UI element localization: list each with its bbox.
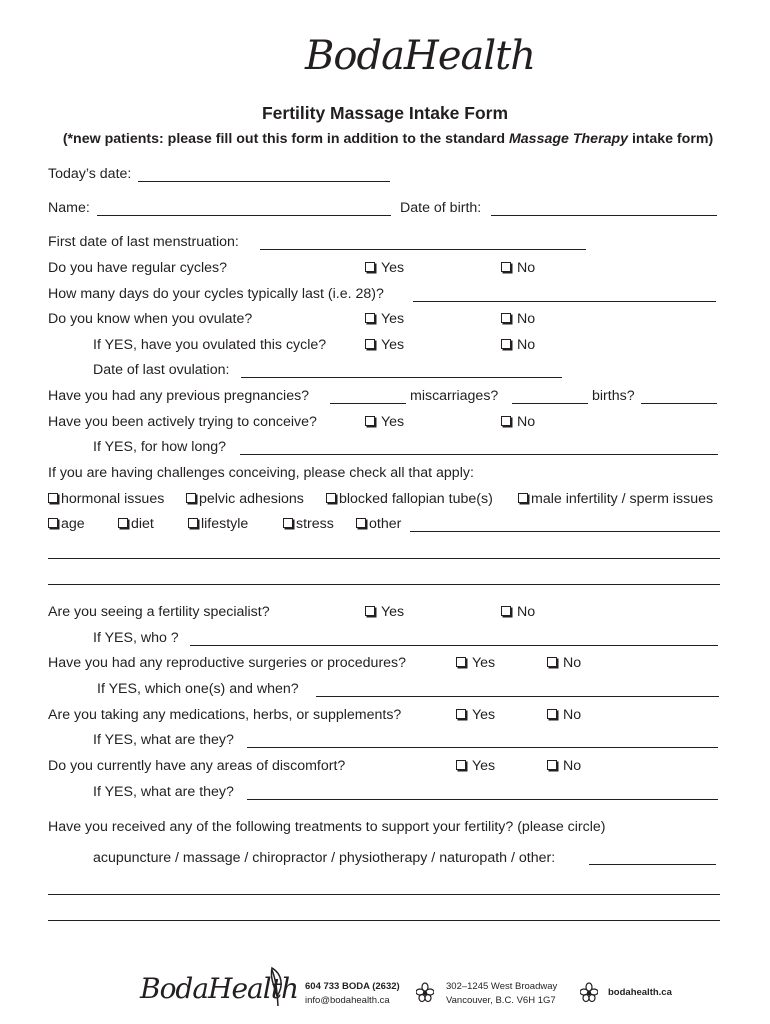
challenge-stress[interactable] [283, 516, 334, 532]
flower-icon [416, 982, 434, 1006]
ovulated-cycle-label: If YES, have you ovulated this cycle? [93, 337, 327, 353]
pregnancies-label: Have you had any previous pregnancies? [48, 388, 310, 404]
regular-cycles-label: Do you have regular cycles? [48, 260, 228, 276]
footer-address1: 302–1245 West Broadway [446, 981, 558, 992]
checkbox-icon[interactable] [501, 606, 511, 616]
name-label: Name: [48, 200, 90, 216]
checkbox-icon[interactable] [501, 416, 511, 426]
which-when-label: If YES, which one(s) and when? [97, 681, 299, 697]
medications-what-label: If YES, what are they? [93, 732, 234, 748]
checkbox-icon[interactable] [365, 339, 375, 349]
checkbox-icon[interactable] [186, 493, 196, 503]
blank-line[interactable] [48, 558, 720, 559]
cycle-days-label: How many days do your cycles typically last (i.e. 28)? [48, 286, 384, 302]
challenge-pelvic[interactable] [186, 491, 304, 507]
challenge-fallopian-label: blocked fallopian tube(s) [339, 491, 493, 507]
miscarriages-label: miscarriages? [410, 388, 499, 404]
specialist-label: Are you seeing a fertility specialist? [48, 604, 270, 620]
footer-phone: 604 733 BODA (2632) [305, 981, 400, 992]
how-long-label: If YES, for how long? [93, 439, 227, 455]
blank-line[interactable] [48, 920, 720, 921]
checkbox-icon[interactable] [283, 518, 293, 528]
first-date-line[interactable] [260, 249, 586, 250]
surgeries-no[interactable] [547, 655, 581, 671]
checkbox-icon[interactable] [501, 339, 511, 349]
footer-email[interactable]: info@bodahealth.ca [305, 995, 390, 1006]
conceive-no[interactable] [501, 414, 535, 430]
medications-yes[interactable] [456, 707, 495, 723]
births-label: births? [592, 388, 635, 404]
surgeries-label: Have you had any reproductive surgeries or procedures? [48, 655, 407, 671]
checkbox-icon[interactable] [365, 606, 375, 616]
last-ovulation-line[interactable] [241, 377, 562, 378]
todays-date-label: Today’s date: [48, 166, 132, 182]
ovulated-cycle-no[interactable] [501, 337, 535, 353]
challenge-hormonal-label: hormonal issues [61, 491, 165, 507]
challenge-lifestyle-label: lifestyle [201, 516, 249, 532]
footer-website[interactable]: bodahealth.ca [608, 987, 672, 998]
how-long-line[interactable] [240, 454, 718, 455]
no-label: No [517, 604, 536, 620]
treatments-label: Have you received any of the following treatments to support your fertility? (please circle) [48, 819, 606, 835]
blank-line[interactable] [48, 894, 720, 895]
regular-cycles-no[interactable] [501, 260, 535, 276]
no-label: No [563, 707, 582, 723]
challenge-age[interactable] [48, 516, 85, 532]
checkbox-icon[interactable] [365, 262, 375, 272]
challenge-lifestyle[interactable] [188, 516, 248, 532]
checkbox-icon[interactable] [365, 416, 375, 426]
checkbox-icon[interactable] [456, 760, 466, 770]
who-label: If YES, who ? [93, 630, 179, 646]
checkbox-icon[interactable] [547, 657, 557, 667]
checkbox-icon[interactable] [48, 493, 58, 503]
ovulate-label: Do you know when you ovulate? [48, 311, 253, 327]
conceive-label: Have you been actively trying to conceive? [48, 414, 317, 430]
first-date-label: First date of last menstruation: [48, 234, 239, 250]
checkbox-icon[interactable] [365, 313, 375, 323]
challenge-pelvic-label: pelvic adhesions [199, 491, 304, 507]
discomfort-what-line[interactable] [247, 799, 718, 800]
medications-label: Are you taking any medications, herbs, or supplements? [48, 707, 402, 723]
discomfort-yes[interactable] [456, 758, 495, 774]
ovulated-cycle-yes[interactable] [365, 337, 404, 353]
todays-date-line[interactable] [138, 181, 390, 182]
discomfort-what-label: If YES, what are they? [93, 784, 234, 800]
checkbox-icon[interactable] [48, 518, 58, 528]
surgeries-yes[interactable] [456, 655, 495, 671]
footer-logo: BodaHealth [140, 972, 298, 1005]
footer-address2: Vancouver, B.C. V6H 1G7 [446, 995, 556, 1006]
challenge-hormonal[interactable] [48, 491, 164, 507]
checkbox-icon[interactable] [456, 709, 466, 719]
no-label: No [517, 337, 536, 353]
treatment-options: acupuncture / massage / chiropractor / physiotherapy / naturopath / other: [93, 850, 556, 866]
challenge-male-label: male infertility / sperm issues [531, 491, 714, 507]
yes-label: Yes [472, 655, 496, 671]
form-title: Fertility Massage Intake Form [261, 103, 509, 123]
cycle-days-line[interactable] [413, 301, 716, 302]
challenge-age-label: age [61, 516, 85, 532]
dob-label: Date of birth: [400, 200, 482, 216]
checkbox-icon[interactable] [456, 657, 466, 667]
births-line[interactable] [641, 403, 717, 404]
miscarriages-line[interactable] [512, 403, 588, 404]
challenge-other-line[interactable] [410, 531, 720, 532]
checkbox-icon[interactable] [518, 493, 528, 503]
checkbox-icon[interactable] [118, 518, 128, 528]
form-subtitle [0, 131, 770, 147]
conceive-yes[interactable] [365, 414, 404, 430]
no-label: No [563, 758, 582, 774]
header-logo: BodaHealth [305, 33, 535, 79]
blank-line[interactable] [48, 584, 720, 585]
medications-what-line[interactable] [247, 747, 718, 748]
challenges-label: If you are having challenges conceiving, please check all that apply: [48, 465, 474, 481]
yes-label: Yes [381, 604, 405, 620]
checkbox-icon[interactable] [501, 313, 511, 323]
no-label: No [563, 655, 582, 671]
yes-label: Yes [472, 758, 496, 774]
ovulate-no[interactable] [501, 311, 535, 327]
no-label: No [517, 260, 536, 276]
challenge-other-label: other [369, 516, 402, 532]
no-label: No [517, 414, 536, 430]
challenge-stress-label: stress [296, 516, 334, 532]
specialist-yes[interactable] [365, 604, 404, 620]
subtitle-pre: (*new patients: please fill out this form in addition to the standard [62, 131, 509, 147]
checkbox-icon[interactable] [547, 709, 557, 719]
pregnancies-line[interactable] [330, 403, 406, 404]
subtitle-post: intake form) [628, 131, 714, 147]
who-line[interactable] [190, 645, 718, 646]
yes-label: Yes [381, 337, 405, 353]
checkbox-icon[interactable] [188, 518, 198, 528]
checkbox-icon[interactable] [501, 262, 511, 272]
last-ovulation-label: Date of last ovulation: [93, 362, 230, 378]
subtitle-em: Massage Therapy [508, 131, 629, 147]
checkbox-icon[interactable] [547, 760, 557, 770]
discomfort-no[interactable] [547, 758, 581, 774]
checkbox-icon[interactable] [356, 518, 366, 528]
regular-cycles-yes[interactable] [365, 260, 404, 276]
challenge-fallopian[interactable] [326, 491, 493, 507]
challenge-diet[interactable] [118, 516, 154, 532]
no-label: No [517, 311, 536, 327]
yes-label: Yes [381, 260, 405, 276]
yes-label: Yes [472, 707, 496, 723]
challenge-other[interactable] [356, 516, 401, 532]
dob-line[interactable] [491, 215, 717, 216]
challenge-male[interactable] [518, 491, 713, 507]
leaf-icon [266, 966, 288, 1008]
medications-no[interactable] [547, 707, 581, 723]
treatment-other-line[interactable] [589, 864, 716, 865]
which-when-line[interactable] [316, 696, 719, 697]
checkbox-icon[interactable] [326, 493, 336, 503]
yes-label: Yes [381, 311, 405, 327]
name-line[interactable] [97, 215, 391, 216]
flower-icon [580, 982, 598, 1006]
challenge-diet-label: diet [131, 516, 154, 532]
yes-label: Yes [381, 414, 405, 430]
discomfort-label: Do you currently have any areas of discomfort? [48, 758, 346, 774]
specialist-no[interactable] [501, 604, 535, 620]
ovulate-yes[interactable] [365, 311, 404, 327]
